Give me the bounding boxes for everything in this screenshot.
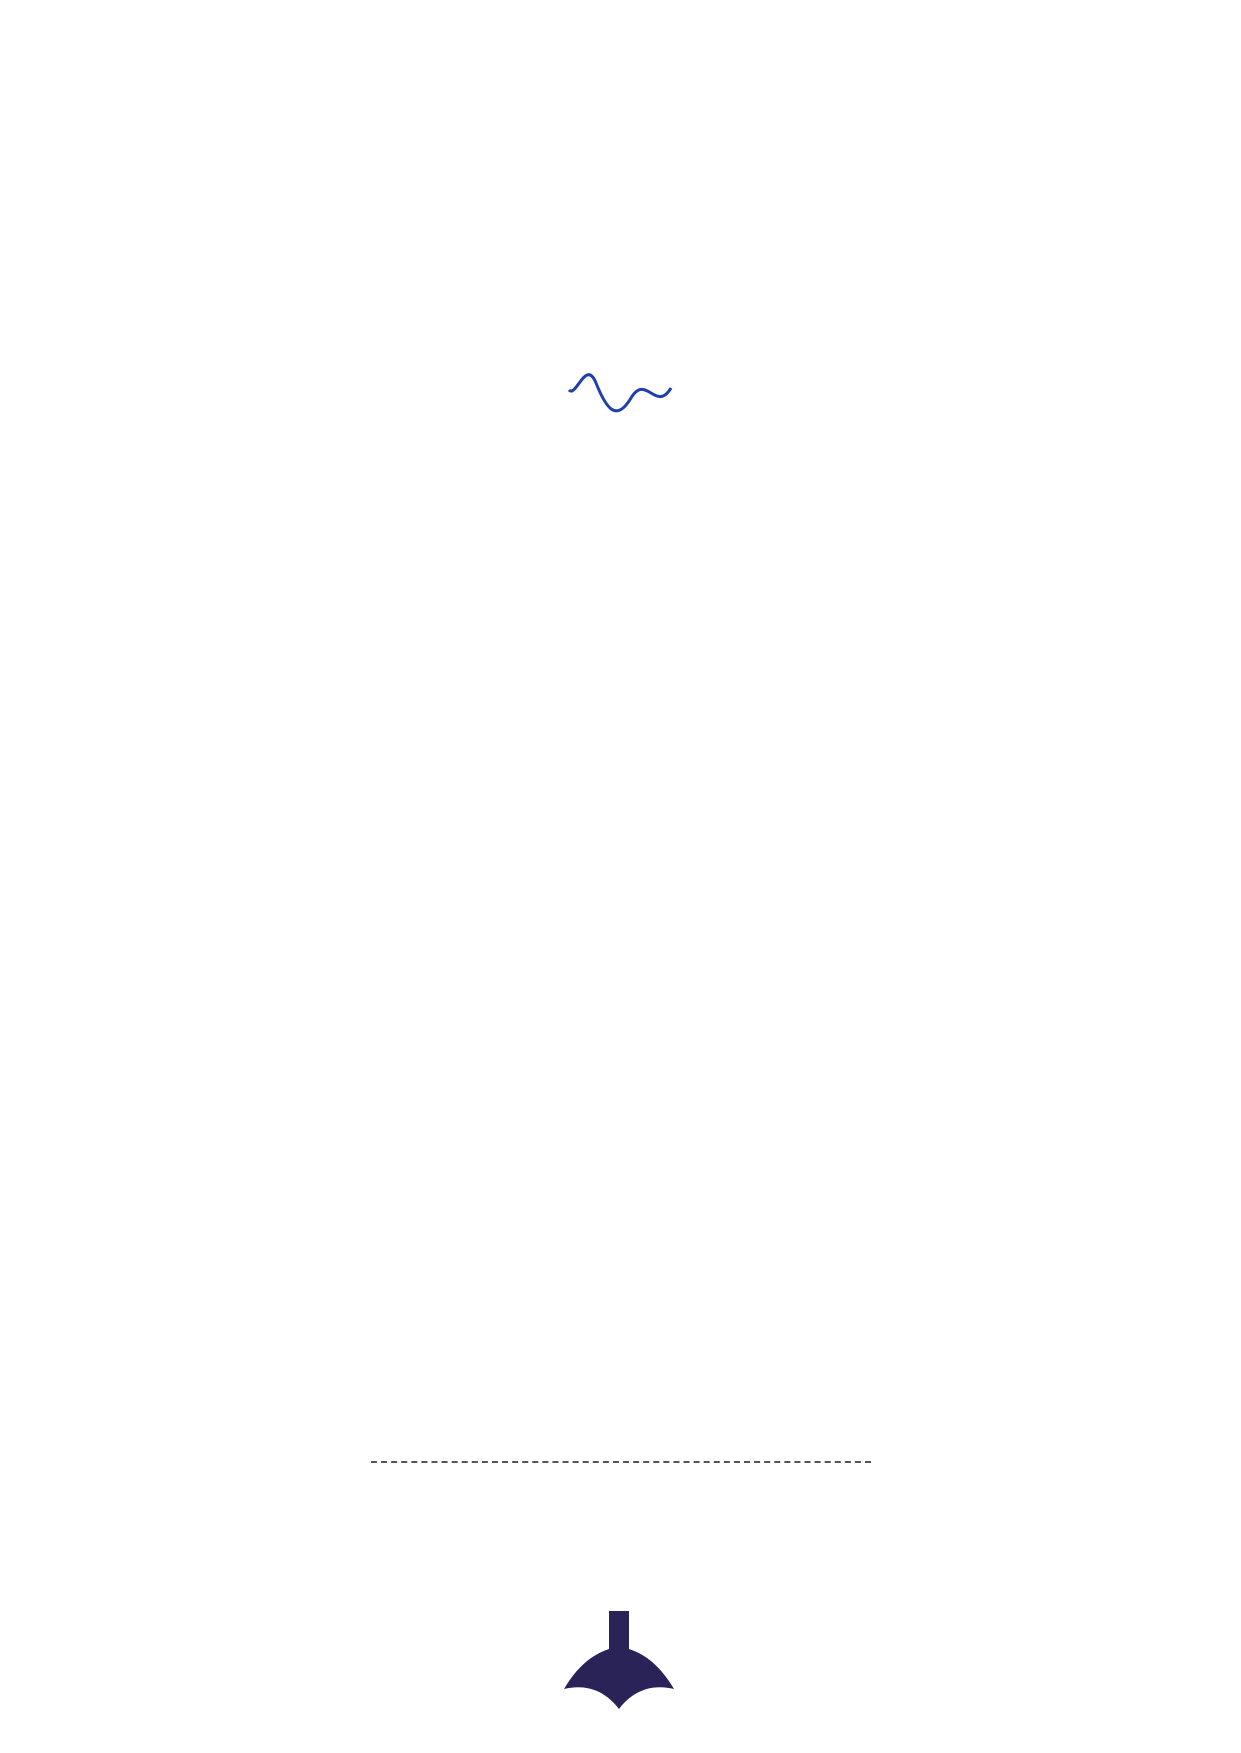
handwritten-signature (561, 358, 681, 428)
garuda-emblem-icon (549, 1601, 689, 1719)
divider (371, 1461, 871, 1463)
announcement-body (151, 809, 1091, 1433)
